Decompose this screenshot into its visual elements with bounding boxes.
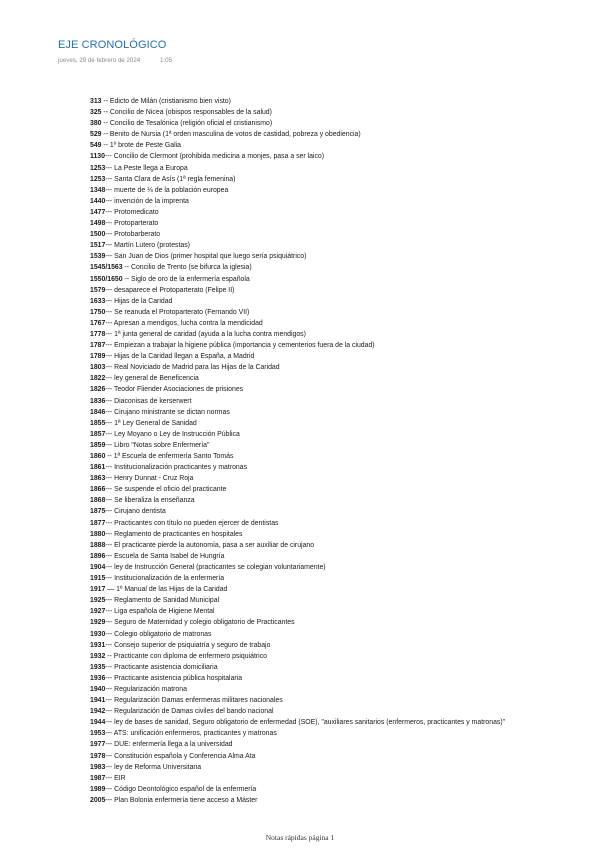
entry-year: 1929 — [90, 619, 106, 627]
entry-year: 1942 — [90, 708, 106, 716]
entry-text: --- Institucionalización practicantes y matronas — [105, 464, 248, 472]
entry-text: -- Practicante con diploma de enfermero psiquiátrico — [105, 652, 267, 660]
entry-year: 1915 — [90, 575, 106, 583]
entry-text: --- Regularización Damas enfermeras militares nacionales — [105, 697, 283, 705]
timeline-entry — [90, 739, 590, 750]
entry-text: --- Se liberaliza la enseñanza — [105, 497, 195, 505]
entry-text: --- Teodor Fliender Asociaciones de prisiones — [105, 386, 244, 394]
timeline-entry — [90, 762, 590, 773]
timeline-entry — [90, 218, 590, 229]
entry-year: 1579 — [90, 286, 106, 294]
entry-text: --- Protomedicato — [105, 208, 159, 216]
entry-text: --- Reglamento de practicantes en hospitales — [105, 530, 243, 538]
timeline-entry — [90, 318, 590, 329]
entry-year: 1545/1563 — [90, 264, 123, 272]
entry-text: --- Constitución española y Conferencia Alma Ata — [105, 752, 256, 760]
entry-year: 1880 — [90, 530, 106, 538]
entry-year: 1778 — [90, 330, 106, 338]
timeline-entry — [90, 351, 590, 362]
entry-text: --- Apresan a mendigos, lucha contra la mendicidad — [105, 319, 263, 327]
timeline-entry — [90, 584, 590, 595]
entry-year: 1917 — [90, 586, 106, 594]
entry-year: 1500 — [90, 231, 106, 239]
entry-year: 1987 — [90, 774, 106, 782]
page-date: jueves, 29 de febrero de 2024 — [58, 57, 141, 64]
entry-year: 1855 — [90, 419, 106, 427]
entry-text: --- ley de bases de sanidad, Seguro obligatorio de enfermedad (SOE), "auxiliares sanitarios (enfermeros, practicantes y matronas)" — [105, 719, 506, 727]
entry-year: 1860 — [90, 453, 106, 460]
entry-text: --- Consejo superior de psiquiatría y seguro de trabajo — [105, 641, 271, 649]
timeline-entry — [90, 129, 590, 140]
entry-text: --- Regularización de Damas civiles del bando nacional — [105, 708, 274, 716]
entry-text: --- Santa Clara de Asís (1ª regla femenina) — [105, 175, 236, 183]
timeline-entry — [90, 651, 590, 662]
timeline-entry — [90, 784, 590, 795]
entry-year: 1941 — [90, 697, 106, 705]
timeline-entry — [90, 96, 590, 107]
entry-text: --- Practicantes con título no pueden ejercer de dentistas — [105, 519, 279, 527]
timeline-entry — [90, 307, 590, 318]
timeline-entry — [90, 506, 590, 517]
timeline-entry — [90, 118, 590, 129]
timeline-entry — [90, 629, 590, 640]
entry-text: --- desaparece el Protoparterato (Felipe II) — [105, 286, 235, 294]
entry-year: 1477 — [90, 208, 106, 216]
timeline-entry — [90, 695, 590, 706]
entry-year: 1857 — [90, 430, 106, 438]
entry-year: 549 — [90, 142, 102, 150]
entry-text: --- ley de Instrucción General (practicantes se colegian voluntariamente) — [105, 563, 326, 571]
timeline-entry — [90, 196, 590, 207]
entry-year: 1826 — [90, 386, 106, 394]
entry-text: --- Martín Lutero (protestas) — [105, 242, 190, 250]
entry-text: --- Cirujano dentista — [105, 508, 166, 516]
entry-year: 1789 — [90, 353, 106, 361]
entry-year: 1130 — [90, 153, 105, 161]
entry-year: 1932 — [90, 652, 106, 660]
entry-year: 1940 — [90, 685, 106, 693]
timeline-entry — [90, 440, 590, 451]
timeline-entry — [90, 473, 590, 484]
entry-text: --- 1ª Ley General de Sanidad — [105, 419, 197, 427]
timeline-entry — [90, 540, 590, 551]
entry-year: 1253 — [90, 175, 106, 183]
timeline-entry — [90, 340, 590, 351]
timeline-entry — [90, 207, 590, 218]
timeline-entry — [90, 617, 590, 628]
entry-year: 1944 — [90, 719, 106, 727]
entry-text: --- Seguro de Maternidad y colegio obligatorio de Practicantes — [105, 619, 295, 627]
entry-text: --- ATS: unificación enfermeros, practicantes y matronas — [105, 730, 277, 738]
entry-text: --- Practicante asistencia pública hospitalaria — [105, 674, 243, 682]
entry-year: 1348 — [90, 186, 106, 194]
page-metadata — [58, 57, 172, 64]
entry-text: --- Hijas de la Caridad llegan a España, a Madrid — [105, 353, 255, 361]
entry-text: --- La Peste llega a Europa — [105, 164, 188, 172]
entry-year: 1983 — [90, 763, 106, 771]
timeline-entry — [90, 418, 590, 429]
timeline-entry — [90, 573, 590, 584]
entry-year: 1517 — [90, 242, 106, 250]
entry-year: 529 — [90, 131, 102, 139]
entry-text: --- Real Noviciado de Madrid para las Hijas de la Caridad — [105, 364, 280, 372]
page-title: EJE CRONOLÓGICO — [58, 39, 167, 51]
timeline-entry — [90, 640, 590, 651]
timeline-entry — [90, 495, 590, 506]
timeline-entry — [90, 562, 590, 573]
entry-year: 1787 — [90, 342, 106, 350]
timeline-entry — [90, 673, 590, 684]
timeline-entry — [90, 728, 590, 739]
timeline-entry — [90, 551, 590, 562]
timeline-entry — [90, 329, 590, 340]
entry-year: 1539 — [90, 253, 106, 261]
timeline-entry — [90, 606, 590, 617]
timeline-entry — [90, 229, 590, 240]
entry-text: --- Ley Moyano o Ley de Instrucción Pública — [105, 430, 240, 438]
timeline-entry — [90, 484, 590, 495]
entry-year: 1846 — [90, 408, 106, 416]
entry-text: -- 1º brote de Peste Galia — [101, 142, 182, 150]
timeline-entry — [90, 706, 590, 717]
entry-year: 1978 — [90, 752, 106, 760]
timeline-entry — [90, 384, 590, 395]
timeline-entry — [90, 373, 590, 384]
entry-text: --- Liga española de Higiene Mental — [105, 608, 215, 616]
entry-text: -- Edicto de Milán (cristianismo bien visto) — [101, 98, 231, 105]
entry-text: --- EIR — [105, 774, 126, 782]
entry-text: --- Reglamento de Sanidad Municipal — [105, 597, 220, 605]
entry-text: --- Se suspende el oficio del practicante — [105, 486, 227, 494]
timeline-entry — [90, 240, 590, 251]
timeline-entry — [90, 684, 590, 695]
entry-text: --- Cirujano ministrante se dictan normas — [105, 408, 230, 416]
timeline-entry — [90, 451, 590, 462]
timeline-entry — [90, 296, 590, 307]
entry-year: 1989 — [90, 785, 106, 793]
timeline-entry — [90, 773, 590, 784]
entry-text: --- Concilio de Clermont (prohibida medicina a monjes, pasa a ser laico) — [104, 153, 325, 161]
entry-year: 1877 — [90, 519, 106, 527]
timeline-entry — [90, 717, 590, 728]
timeline-entry — [90, 595, 590, 606]
entry-year: 1861 — [90, 464, 106, 472]
timeline-entry — [90, 751, 590, 762]
entry-text: --- Regularización matrona — [105, 685, 187, 693]
entry-text: --- Plan Bolonia enfermería tiene acceso a Máster — [105, 796, 258, 804]
entry-year: 1866 — [90, 486, 106, 494]
timeline-entry — [90, 362, 590, 373]
entry-text: --- Hijas de la Caridad — [105, 297, 173, 305]
entry-year: 1803 — [90, 364, 106, 372]
entry-text: --- DUE: enfermería llega a la universidad — [105, 741, 233, 749]
entry-text: --- 1ª junta general de caridad (ayuda a la lucha contra mendigos) — [105, 330, 306, 338]
entry-year: 1936 — [90, 674, 106, 682]
entry-year: 1253 — [90, 164, 106, 172]
timeline-entry — [90, 529, 590, 540]
entry-text: — 1º Manual de las Hijas de la Caridad — [105, 586, 228, 594]
timeline-entry — [90, 285, 590, 296]
page-time: 1:05 — [159, 57, 172, 64]
entry-text: --- muerte de ⅓ de la población europea — [105, 186, 229, 194]
timeline-entry — [90, 662, 590, 673]
timeline-entry — [90, 107, 590, 118]
entry-text: --- Diaconisas de kerserwert — [105, 397, 192, 405]
entry-year: 1896 — [90, 552, 106, 560]
timeline-entry — [90, 185, 590, 196]
entry-year: 1822 — [90, 375, 106, 383]
timeline-entry — [90, 151, 590, 162]
entry-year: 1440 — [90, 197, 106, 205]
entry-text: --- Empiezan a trabajar la higiene pública (importancia y cementerios fuera de la ciudad) — [105, 342, 375, 350]
entry-year: 1925 — [90, 597, 106, 605]
timeline-entry — [90, 163, 590, 174]
entry-year: 1868 — [90, 497, 106, 505]
entry-year: 1863 — [90, 475, 106, 483]
entry-text: --- Colegio obligatorio de matronas — [105, 630, 212, 638]
timeline-entry — [90, 429, 590, 440]
entry-text: -- Benito de Nursia (1ª orden masculina de votos de castidad, pobreza y obediencia) — [101, 131, 361, 139]
timeline-entry — [90, 396, 590, 407]
timeline-entry — [90, 140, 590, 151]
entry-text: --- invención de la imprenta — [105, 197, 189, 205]
entry-text: --- Protobarberato — [105, 231, 161, 239]
entry-text: --- El practicante pierde la autonomía, pasa a ser auxiliar de cirujano — [105, 541, 315, 549]
entry-text: --- Practicante asistencia domiciliaria — [105, 663, 218, 671]
entry-year: 1836 — [90, 397, 106, 405]
entry-year: 1935 — [90, 663, 106, 671]
timeline-list — [90, 96, 590, 806]
entry-year: 325 — [90, 109, 102, 117]
entry-text: -- Siglo de oro de la enfermería española — [122, 275, 250, 283]
timeline-entry — [90, 462, 590, 473]
entry-text: -- Concilio de Nicea (obispos responsables de la salud) — [101, 109, 272, 117]
entry-year: 1875 — [90, 508, 106, 516]
entry-year: 1927 — [90, 608, 106, 616]
entry-text: --- ley general de Beneficencia — [105, 375, 199, 383]
entry-year: 1930 — [90, 630, 106, 638]
entry-year: 1767 — [90, 319, 106, 327]
entry-text: --- Escuela de Santa Isabel de Hungría — [105, 552, 225, 560]
entry-year: 1953 — [90, 730, 106, 738]
timeline-entry — [90, 174, 590, 185]
entry-text: --- Se reanuda el Protoparterato (Fernando VII) — [105, 308, 250, 316]
entry-year: 2005 — [90, 796, 106, 804]
timeline-entry — [90, 518, 590, 529]
entry-year: 1931 — [90, 641, 106, 649]
page-footer: Notas rápidas página 1 — [265, 833, 335, 842]
entry-text: --- ley de Reforma Universitaria — [105, 763, 202, 771]
entry-year: 1750 — [90, 308, 106, 316]
timeline-entry — [90, 251, 590, 262]
entry-text: --- Henry Dunnat - Cruz Roja — [105, 475, 194, 483]
entry-text: -- Concilio de Tesalónica (religión oficial el cristianismo) — [101, 120, 273, 128]
timeline-entry — [90, 262, 590, 273]
entry-year: 380 — [90, 120, 102, 128]
entry-year: 313 — [90, 98, 102, 105]
entry-text: --- Libro "Notas sobre Enfermería" — [105, 441, 210, 449]
entry-text: -- Concilio de Trento (se bifurca la iglesia) — [122, 264, 252, 272]
entry-text: -- 1ª Escuela de enfermería Santo Tomás — [105, 453, 234, 460]
timeline-entry — [90, 274, 590, 285]
timeline-entry — [90, 795, 590, 806]
entry-text: --- Código Deontológico español de la enfermería — [105, 785, 257, 793]
entry-year: 1550/1650 — [90, 275, 123, 283]
timeline-entry — [90, 407, 590, 418]
entry-year: 1904 — [90, 563, 106, 571]
entry-text: --- Protoparterato — [105, 220, 159, 228]
entry-year: 1888 — [90, 541, 106, 549]
entry-year: 1977 — [90, 741, 106, 749]
entry-year: 1498 — [90, 220, 106, 228]
entry-text: --- San Juan de Dios (primer hospital que luego sería psiquiátrico) — [105, 253, 307, 261]
entry-year: 1633 — [90, 297, 106, 305]
entry-text: --- Institucionalización de la enfermería — [105, 575, 225, 583]
entry-year: 1859 — [90, 441, 106, 449]
